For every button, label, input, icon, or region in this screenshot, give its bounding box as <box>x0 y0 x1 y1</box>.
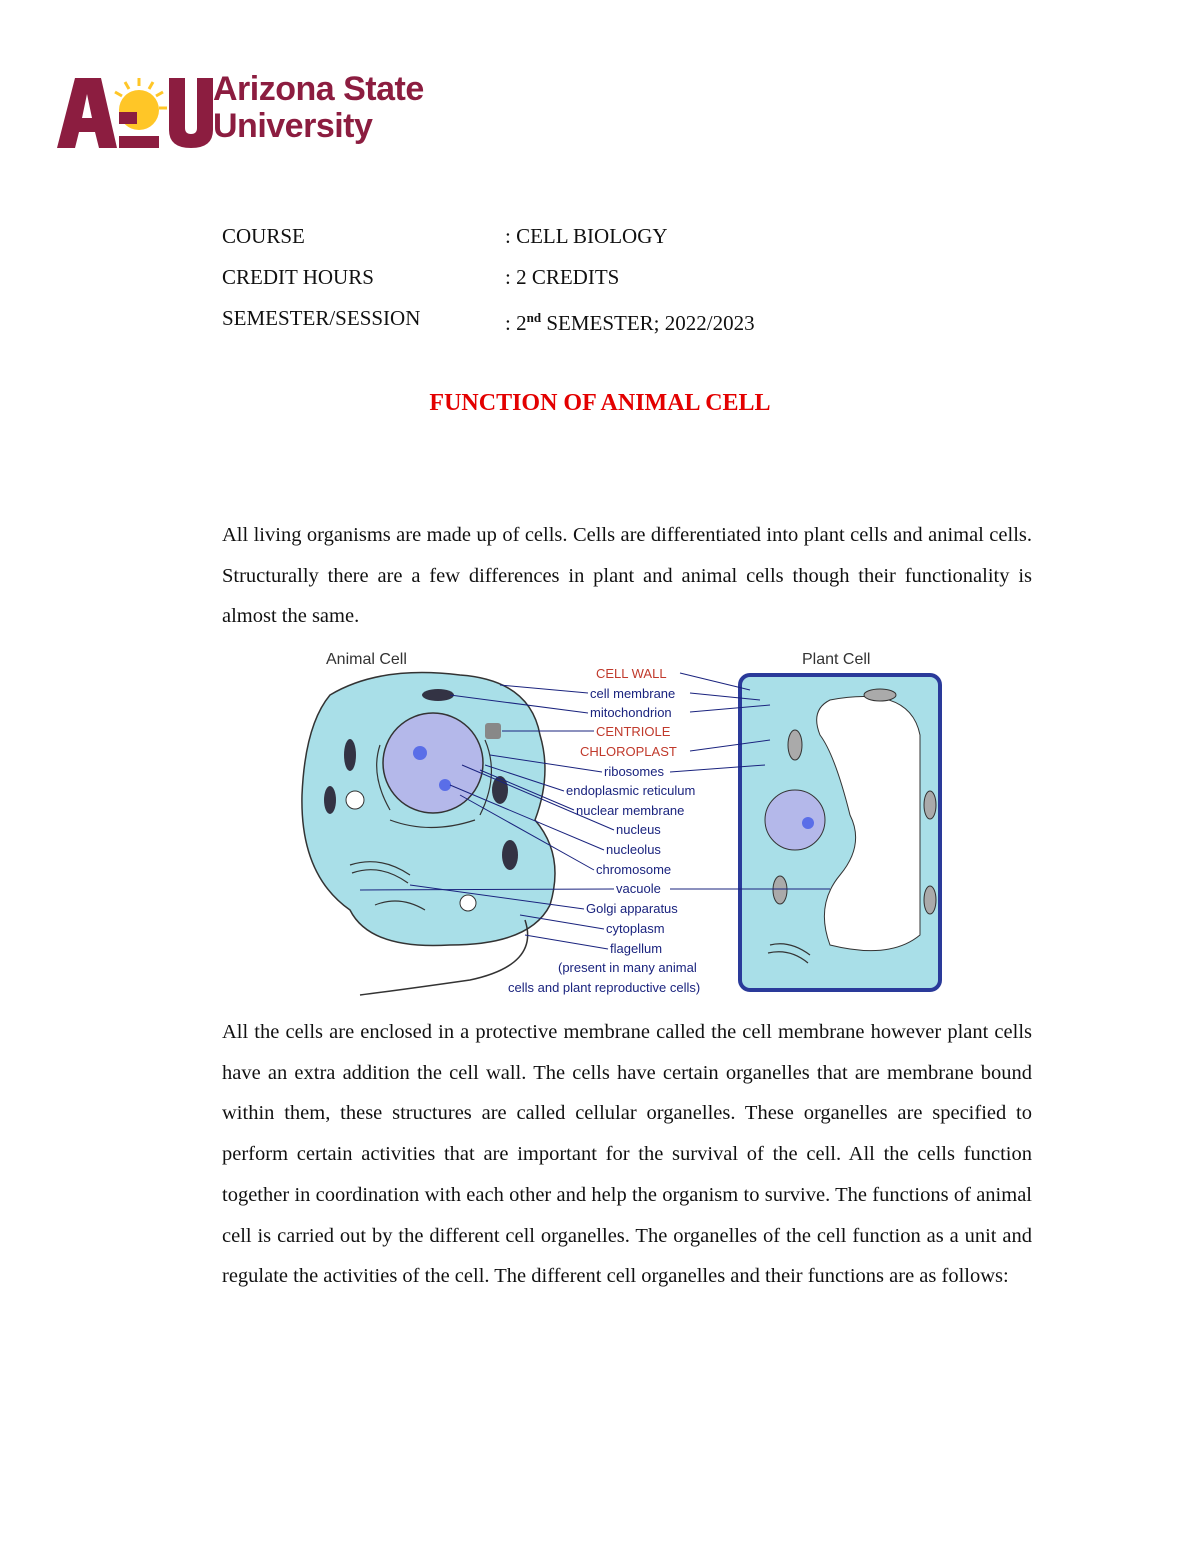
label-chromosome: chromosome <box>596 862 672 877</box>
label-flagellum: flagellum <box>610 941 663 956</box>
label-nucleus: nucleus <box>616 822 661 837</box>
body-paragraph: All the cells are enclosed in a protective membrane called the cell membrane however plant cells have an extra addition the cell wall. The cells have certain organelles that are membrane bound within them, these structures are called cellular organelles. These organelles are specified to perform certain activities that are important for the survival of the cell. All the cells function together in coordination with each other and help the organism to survive. The functions of animal cell is carried out by the different cell organelles. The organelles of the cell function as a unit and regulate the activities of the cell. The different cell organelles and their functions are as follows: <box>222 1021 1032 1288</box>
course-value: : CELL BIOLOGY <box>505 224 668 248</box>
label-cytoplasm: cytoplasm <box>606 921 665 936</box>
label-cell-wall: CELL WALL <box>596 666 667 681</box>
course-row <box>222 222 1022 263</box>
label-flagellum-note-1: (present in many animal <box>558 960 697 975</box>
animal-nucleus <box>383 713 483 813</box>
semester-label: SEMESTER/SESSION <box>222 306 421 330</box>
plant-nucleus <box>765 790 825 850</box>
label-golgi: Golgi apparatus <box>586 901 678 916</box>
logo-letter-s <box>119 136 159 148</box>
semester-number: : 2 <box>505 311 527 335</box>
credit-hours-row <box>222 263 1022 304</box>
label-vacuole: vacuole <box>616 881 661 896</box>
credit-hours-label: CREDIT HOURS <box>222 265 374 289</box>
course-info <box>222 222 1022 345</box>
logo-letter-a <box>57 78 117 148</box>
cell-diagram <box>290 645 950 1000</box>
label-centriole: CENTRIOLE <box>596 724 671 739</box>
label-mitochondrion: mitochondrion <box>590 705 672 720</box>
animal-cell-title: Animal Cell <box>326 651 407 668</box>
logo-line-1: Arizona State <box>213 70 424 108</box>
page-title: FUNCTION OF ANIMAL CELL <box>429 390 771 416</box>
logo-letter-u <box>169 78 213 148</box>
plant-cell-title: Plant Cell <box>802 651 871 668</box>
university-name <box>213 72 424 146</box>
semester-session: SEMESTER; 2022/2023 <box>541 311 755 335</box>
semester-row <box>222 304 1022 345</box>
label-er: endoplasmic reticulum <box>566 783 696 798</box>
intro-paragraph: All living organisms are made up of cells. Cells are differentiated into plant cells and animal cells. Structurally there are a few differences in plant and animal cells though their functionality is almost the same. <box>222 524 1032 628</box>
course-label: COURSE <box>222 224 305 248</box>
label-cell-membrane: cell membrane <box>590 686 676 701</box>
logo-line-2: University <box>213 107 373 145</box>
label-ribosomes: ribosomes <box>604 764 664 779</box>
label-nucleolus: nucleolus <box>606 842 661 857</box>
semester-value <box>505 304 755 345</box>
label-chloroplast: CHLOROPLAST <box>580 744 677 759</box>
label-flagellum-note-2: cells and plant reproductive cells) <box>508 980 701 995</box>
semester-suffix: nd <box>526 310 542 325</box>
credit-hours-value: : 2 CREDITS <box>505 265 620 289</box>
label-nuclear-membrane: nuclear membrane <box>576 803 685 818</box>
